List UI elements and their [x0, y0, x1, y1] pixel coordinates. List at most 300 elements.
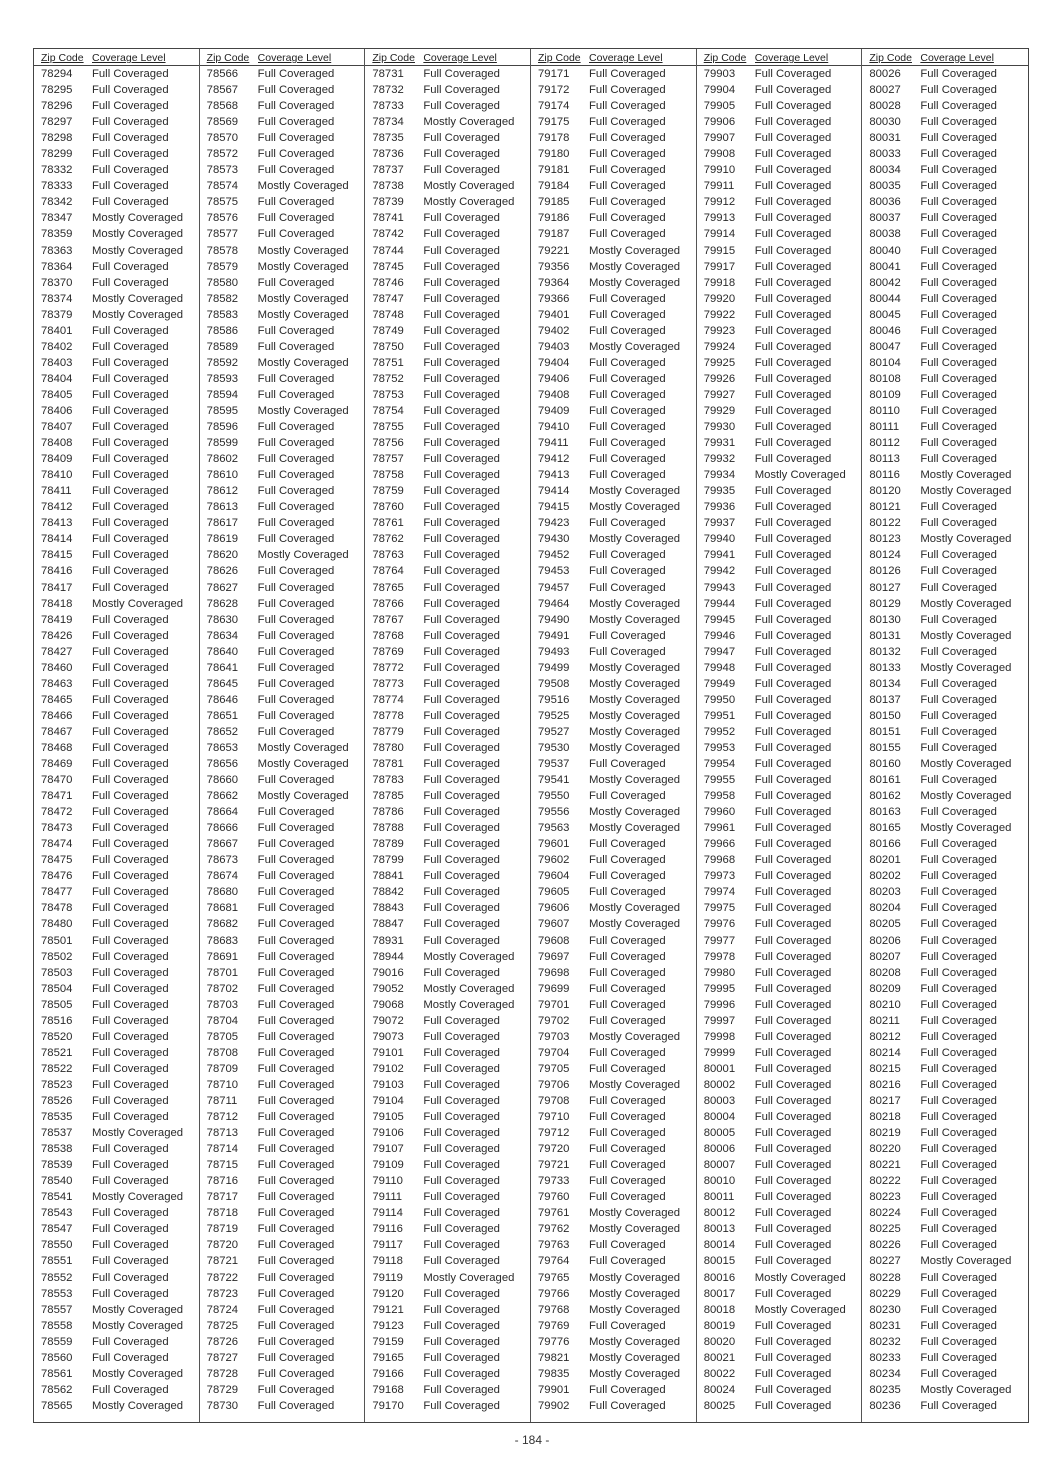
- coverage-level-cell: Full Coveraged: [257, 1095, 335, 1107]
- zip-code-cell: 78520: [41, 1030, 73, 1043]
- table-row: [365, 98, 530, 114]
- coverage-level-cell: Full Coveraged: [589, 790, 666, 803]
- zip-code-cell: 79927: [703, 388, 736, 401]
- table-row: [34, 692, 199, 708]
- coverage-level-cell: Mostly Coveraged: [589, 340, 681, 353]
- zip-code-cell: 79907: [703, 132, 736, 145]
- coverage-level-cell: Full Coveraged: [423, 1207, 500, 1220]
- zip-code-cell: 79114: [372, 1207, 403, 1220]
- table-row: [862, 243, 1028, 259]
- zip-code-cell: 80025: [703, 1399, 736, 1412]
- coverage-level-cell: Full Coveraged: [920, 212, 997, 225]
- table-column: [365, 49, 531, 1422]
- table-row: [862, 1318, 1028, 1334]
- table-row: [365, 1157, 530, 1173]
- coverage-level-cell: Full Coveraged: [754, 1014, 832, 1027]
- zip-code-cell: 78414: [41, 533, 73, 546]
- zip-code-cell: 80221: [869, 1159, 901, 1172]
- table-row: [34, 275, 199, 291]
- coverage-level-cell: Full Coveraged: [423, 533, 500, 546]
- zip-code-cell: 78701: [206, 966, 239, 979]
- table-row: [365, 1109, 530, 1125]
- coverage-level-cell: Full Coveraged: [754, 1046, 832, 1059]
- coverage-level-cell: Full Coveraged: [589, 100, 666, 113]
- coverage-level-cell: Full Coveraged: [423, 276, 500, 289]
- table-row: [697, 499, 862, 515]
- zip-code-cell: 79605: [538, 886, 570, 899]
- coverage-level-cell: Full Coveraged: [920, 998, 997, 1011]
- zip-code-cell: 80011: [703, 1191, 735, 1204]
- zip-code-cell: 78294: [41, 68, 73, 80]
- coverage-level-cell: Mostly Coveraged: [92, 1127, 184, 1140]
- coverage-level-cell: Mostly Coveraged: [257, 180, 349, 193]
- coverage-level-cell: Full Coveraged: [92, 629, 169, 642]
- zip-code-cell: 80202: [869, 870, 901, 883]
- table-row: [531, 323, 696, 339]
- coverage-level-cell: Full Coveraged: [589, 372, 666, 385]
- table-row: [531, 1270, 696, 1286]
- coverage-level-cell: Full Coveraged: [754, 838, 832, 851]
- table-row: [365, 1237, 530, 1253]
- zip-code-cell: 78502: [41, 950, 73, 963]
- table-row: [531, 1205, 696, 1221]
- coverage-level-cell: Full Coveraged: [257, 645, 335, 658]
- table-row: [531, 612, 696, 628]
- zip-code-cell: 78416: [41, 565, 73, 578]
- table-row: [697, 226, 862, 242]
- table-row: [200, 451, 365, 467]
- table-row: [862, 387, 1028, 403]
- zip-code-cell: 78505: [41, 998, 73, 1011]
- coverage-level-cell: Mostly Coveraged: [920, 758, 1012, 771]
- coverage-level-cell: Mostly Coveraged: [423, 116, 515, 129]
- zip-code-cell: 78715: [206, 1159, 239, 1172]
- coverage-level-cell: Full Coveraged: [754, 581, 832, 594]
- zip-code-cell: 80227: [869, 1255, 901, 1268]
- coverage-level-cell: Full Coveraged: [589, 1239, 666, 1252]
- table-row: [34, 1350, 199, 1366]
- coverage-level-cell: Full Coveraged: [92, 1255, 169, 1268]
- coverage-level-cell: Full Coveraged: [257, 725, 335, 738]
- zip-code-cell: 79766: [538, 1287, 570, 1300]
- table-row: [200, 724, 365, 740]
- table-row: [531, 1029, 696, 1045]
- zip-code-cell: 78374: [41, 292, 73, 305]
- zip-code-cell: 78744: [372, 244, 404, 257]
- table-row: [531, 596, 696, 612]
- column-header: [862, 49, 1028, 66]
- zip-code-cell: 80120: [869, 485, 901, 498]
- coverage-level-cell: Full Coveraged: [920, 1030, 997, 1043]
- coverage-level-cell: Full Coveraged: [754, 276, 832, 289]
- coverage-level-cell: Mostly Coveraged: [589, 741, 681, 754]
- coverage-level-cell: Full Coveraged: [920, 549, 997, 562]
- table-row: [697, 788, 862, 804]
- zip-code-cell: 78617: [206, 517, 239, 530]
- table-row: [200, 1350, 365, 1366]
- coverage-level-cell: Full Coveraged: [423, 1095, 500, 1107]
- coverage-level-cell: Full Coveraged: [257, 1271, 335, 1284]
- zip-code-cell: 79929: [703, 404, 736, 417]
- coverage-level-cell: Full Coveraged: [423, 549, 500, 562]
- zip-code-cell: 79402: [538, 324, 570, 337]
- coverage-level-cell: Full Coveraged: [754, 324, 832, 337]
- zip-code-cell: 80006: [703, 1143, 736, 1156]
- table-row: [697, 291, 862, 307]
- zip-code-cell: 78724: [206, 1303, 239, 1316]
- coverage-level-cell: Full Coveraged: [754, 950, 832, 963]
- table-row: [531, 788, 696, 804]
- coverage-table: [33, 48, 1029, 1423]
- table-row: [365, 1318, 530, 1334]
- zip-code-cell: 79710: [538, 1111, 570, 1124]
- zip-code-cell: 80003: [703, 1095, 736, 1107]
- zip-code-cell: 78460: [41, 661, 73, 674]
- coverage-level-cell: Full Coveraged: [754, 453, 832, 466]
- table-row: [34, 1109, 199, 1125]
- zip-code-cell: 78516: [41, 1014, 73, 1027]
- zip-code-cell: 78705: [206, 1030, 239, 1043]
- zip-code-cell: 78559: [41, 1335, 73, 1348]
- zip-code-cell: 78768: [372, 629, 404, 642]
- table-row: [531, 435, 696, 451]
- coverage-level-cell: Mostly Coveraged: [92, 1367, 184, 1380]
- table-row: [34, 596, 199, 612]
- coverage-level-cell: Full Coveraged: [423, 1030, 500, 1043]
- coverage-level-cell: Full Coveraged: [257, 709, 335, 722]
- coverage-level-cell: Full Coveraged: [423, 1399, 500, 1412]
- table-row: [200, 1270, 365, 1286]
- table-row: [34, 162, 199, 178]
- zip-code-cell: 78680: [206, 886, 239, 899]
- coverage-level-cell: Full Coveraged: [754, 982, 832, 995]
- coverage-level-cell: Full Coveraged: [754, 822, 832, 835]
- table-row: [200, 1013, 365, 1029]
- zip-code-cell: 79977: [703, 934, 736, 947]
- coverage-level-cell: Full Coveraged: [423, 870, 500, 883]
- table-row: [200, 307, 365, 323]
- coverage-level-cell: Full Coveraged: [92, 1351, 169, 1364]
- coverage-level-cell: Full Coveraged: [423, 1062, 500, 1075]
- zip-code-cell: 78766: [372, 597, 404, 610]
- table-row: [531, 628, 696, 644]
- coverage-level-cell: Full Coveraged: [423, 244, 500, 257]
- coverage-level-cell: Mostly Coveraged: [589, 806, 681, 819]
- table-row: [365, 676, 530, 692]
- zip-code-cell: 79414: [538, 485, 570, 498]
- zip-code-cell: 79508: [538, 677, 570, 690]
- zip-code-cell: 78299: [41, 148, 73, 161]
- coverage-level-cell: Full Coveraged: [589, 1062, 666, 1075]
- zip-code-cell: 78736: [372, 148, 404, 161]
- zip-code-cell: 79101: [372, 1046, 404, 1059]
- zip-code-cell: 79976: [703, 918, 736, 931]
- coverage-level-cell: Mostly Coveraged: [589, 501, 681, 514]
- zip-code-cell: 80165: [869, 822, 901, 835]
- table-row: [531, 997, 696, 1013]
- coverage-level-cell: Full Coveraged: [920, 613, 997, 626]
- zip-code-cell: 80034: [869, 164, 901, 177]
- coverage-level-cell: Full Coveraged: [92, 1175, 169, 1188]
- table-row: [34, 900, 199, 916]
- zip-code-cell: 80222: [869, 1175, 901, 1188]
- zip-code-cell: 78762: [372, 533, 404, 546]
- table-row: [34, 788, 199, 804]
- table-row: [200, 259, 365, 275]
- zip-code-cell: 78596: [206, 421, 239, 434]
- table-row: [365, 1366, 530, 1382]
- coverage-level-cell: Mostly Coveraged: [920, 597, 1012, 610]
- zip-code-cell: 78560: [41, 1351, 73, 1364]
- coverage-level-cell: Mostly Coveraged: [920, 822, 1012, 835]
- zip-code-cell: 79174: [538, 100, 570, 113]
- zip-code-cell: 80019: [703, 1319, 736, 1332]
- zip-code-cell: 79999: [703, 1046, 736, 1059]
- zip-code-cell: 78402: [41, 340, 73, 353]
- coverage-level-cell: Full Coveraged: [754, 356, 832, 369]
- table-row: [531, 580, 696, 596]
- coverage-level-cell: Mostly Coveraged: [257, 260, 349, 273]
- table-row: [697, 387, 862, 403]
- zip-code-cell: 79073: [372, 1030, 404, 1043]
- table-row: [34, 547, 199, 563]
- zip-code-cell: 79493: [538, 645, 570, 658]
- coverage-level-cell: Full Coveraged: [257, 1062, 335, 1075]
- table-row: [34, 852, 199, 868]
- coverage-level-cell: Full Coveraged: [589, 629, 666, 642]
- zip-code-cell: 80021: [703, 1351, 736, 1364]
- table-row: [531, 210, 696, 226]
- table-row: [365, 355, 530, 371]
- table-row: [862, 1302, 1028, 1318]
- zip-code-cell: 78426: [41, 629, 73, 642]
- zip-code-cell: 80226: [869, 1239, 901, 1252]
- table-row: [531, 82, 696, 98]
- zip-code-cell: 78543: [41, 1207, 73, 1220]
- zip-code-cell: 80130: [869, 613, 901, 626]
- table-row: [697, 323, 862, 339]
- table-row: [697, 307, 862, 323]
- coverage-level-cell: Full Coveraged: [589, 421, 666, 434]
- zip-code-cell: 78610: [206, 469, 239, 482]
- zip-code-cell: 79105: [372, 1111, 404, 1124]
- coverage-level-cell: Full Coveraged: [92, 998, 169, 1011]
- table-row: [862, 1013, 1028, 1029]
- zip-code-cell: 79409: [538, 404, 570, 417]
- coverage-level-cell: Full Coveraged: [920, 870, 997, 883]
- zip-code-cell: 78735: [372, 132, 404, 145]
- zip-code-cell: 80224: [869, 1207, 901, 1220]
- zip-code-cell: 78720: [206, 1239, 239, 1252]
- zip-code-cell: 78364: [41, 260, 73, 273]
- zip-code-cell: 80127: [869, 581, 901, 594]
- coverage-level-cell: Mostly Coveraged: [589, 613, 681, 626]
- zip-code-cell: 78476: [41, 870, 73, 883]
- table-row: [200, 852, 365, 868]
- table-row: [531, 772, 696, 788]
- table-row: [34, 1302, 199, 1318]
- zip-code-cell: 78841: [372, 870, 404, 883]
- zip-code-cell: 78403: [41, 356, 73, 369]
- zip-code-cell: 80116: [869, 469, 900, 482]
- table-row: [862, 949, 1028, 965]
- zip-code-cell: 79111: [372, 1191, 403, 1204]
- table-row: [697, 692, 862, 708]
- table-row: [862, 804, 1028, 820]
- table-row: [34, 836, 199, 852]
- coverage-level-cell: Full Coveraged: [257, 693, 335, 706]
- table-row: [862, 259, 1028, 275]
- zip-code-cell: 80010: [703, 1175, 736, 1188]
- coverage-level-cell: Full Coveraged: [920, 164, 997, 177]
- coverage-level-cell: Full Coveraged: [257, 1351, 335, 1364]
- table-row: [697, 259, 862, 275]
- table-row: [531, 146, 696, 162]
- coverage-level-cell: Mostly Coveraged: [589, 918, 681, 931]
- coverage-level-cell: Full Coveraged: [257, 421, 335, 434]
- coverage-level-cell: Full Coveraged: [92, 966, 169, 979]
- table-row: [697, 82, 862, 98]
- coverage-level-cell: Full Coveraged: [423, 1078, 500, 1091]
- zip-code-cell: 78562: [41, 1383, 73, 1396]
- table-row: [862, 676, 1028, 692]
- coverage-level-cell: Mostly Coveraged: [589, 1287, 681, 1300]
- coverage-level-cell: Full Coveraged: [920, 902, 997, 915]
- zip-code-cell: 78683: [206, 934, 239, 947]
- zip-code-cell: 78565: [41, 1399, 73, 1412]
- coverage-level-cell: Full Coveraged: [920, 340, 997, 353]
- zip-code-cell: 79404: [538, 356, 570, 369]
- coverage-level-cell: Full Coveraged: [754, 388, 832, 401]
- table-row: [365, 387, 530, 403]
- coverage-level-cell: Full Coveraged: [92, 501, 169, 514]
- table-row: [365, 339, 530, 355]
- table-row: [862, 868, 1028, 884]
- table-row: [862, 900, 1028, 916]
- table-row: [200, 868, 365, 884]
- coverage-level-cell: Full Coveraged: [589, 581, 666, 594]
- zip-code-cell: 78756: [372, 437, 404, 450]
- table-row: [200, 596, 365, 612]
- coverage-level-cell: Full Coveraged: [589, 838, 666, 851]
- table-row: [697, 708, 862, 724]
- coverage-level-cell: Full Coveraged: [257, 388, 335, 401]
- coverage-level-cell: Full Coveraged: [920, 838, 997, 851]
- table-row: [200, 981, 365, 997]
- table-row: [200, 243, 365, 259]
- table-row: [365, 804, 530, 820]
- coverage-level-cell: Full Coveraged: [589, 1255, 666, 1268]
- table-row: [862, 162, 1028, 178]
- zip-code-cell: 79931: [703, 437, 736, 450]
- zip-code-cell: 78522: [41, 1062, 73, 1075]
- coverage-level-cell: Full Coveraged: [92, 148, 169, 161]
- zip-code-cell: 78589: [206, 340, 239, 353]
- coverage-level-cell: Full Coveraged: [920, 581, 997, 594]
- coverage-level-cell: Full Coveraged: [92, 950, 169, 963]
- zip-code-cell: 80104: [869, 356, 901, 369]
- table-row: [200, 1334, 365, 1350]
- table-row: [531, 1077, 696, 1093]
- zip-code-cell: 80132: [869, 645, 901, 658]
- table-row: [34, 467, 199, 483]
- zip-code-cell: 80033: [869, 148, 901, 161]
- coverage-level-cell: Full Coveraged: [754, 918, 832, 931]
- table-row: [531, 547, 696, 563]
- zip-code-cell: 78799: [372, 854, 404, 867]
- table-row: [531, 1013, 696, 1029]
- zip-code-cell: 78712: [206, 1111, 239, 1124]
- coverage-level-cell: Full Coveraged: [257, 132, 335, 145]
- coverage-level-cell: Full Coveraged: [92, 886, 169, 899]
- coverage-level-cell: Full Coveraged: [92, 1159, 169, 1172]
- coverage-level-cell: Full Coveraged: [920, 693, 997, 706]
- table-row: [365, 1270, 530, 1286]
- coverage-level-cell: Full Coveraged: [920, 1127, 997, 1140]
- coverage-level-cell: Full Coveraged: [920, 453, 997, 466]
- table-row: [862, 981, 1028, 997]
- coverage-level-cell: Full Coveraged: [754, 116, 832, 129]
- zip-code-cell: 78478: [41, 902, 73, 915]
- coverage-level-cell: Full Coveraged: [754, 1143, 832, 1156]
- zip-code-cell: 80035: [869, 180, 901, 193]
- coverage-level-cell: Full Coveraged: [257, 886, 335, 899]
- zip-code-cell: 80121: [869, 501, 901, 514]
- table-row: [34, 1398, 199, 1414]
- zip-code-cell: 78634: [206, 629, 239, 642]
- table-row: [365, 66, 530, 82]
- table-row: [531, 1061, 696, 1077]
- zip-code-cell: 79721: [538, 1159, 570, 1172]
- coverage-level-cell: Mostly Coveraged: [589, 725, 681, 738]
- zip-code-cell: 78722: [206, 1271, 239, 1284]
- zip-code-cell: 79954: [703, 758, 736, 771]
- table-row: [365, 323, 530, 339]
- coverage-level-cell: Full Coveraged: [257, 1287, 335, 1300]
- coverage-level-cell: Full Coveraged: [589, 68, 666, 80]
- coverage-level-cell: Full Coveraged: [92, 276, 169, 289]
- zip-code-cell: 79904: [703, 84, 736, 97]
- coverage-level-cell: Full Coveraged: [423, 1255, 500, 1268]
- coverage-level-cell: Mostly Coveraged: [589, 1335, 681, 1348]
- zip-code-cell: 79712: [538, 1127, 570, 1140]
- coverage-level-cell: Full Coveraged: [257, 1014, 335, 1027]
- zip-code-cell: 79117: [372, 1239, 403, 1252]
- zip-code-cell: 78673: [206, 854, 239, 867]
- table-row: [697, 916, 862, 932]
- coverage-level-cell: Full Coveraged: [754, 549, 832, 562]
- zip-code-cell: 78944: [372, 950, 404, 963]
- coverage-level-cell: Full Coveraged: [754, 340, 832, 353]
- table-row: [531, 804, 696, 820]
- coverage-level-cell: Full Coveraged: [920, 228, 997, 241]
- zip-code-cell: 79491: [538, 629, 570, 642]
- coverage-level-cell: Full Coveraged: [92, 1271, 169, 1284]
- coverage-level-cell: Full Coveraged: [754, 758, 832, 771]
- zip-code-cell: 80203: [869, 886, 901, 899]
- coverage-level-cell: Full Coveraged: [589, 549, 666, 562]
- table-row: [200, 1093, 365, 1109]
- zip-code-cell: 80012: [703, 1207, 736, 1220]
- zip-code-cell: 80150: [869, 709, 901, 722]
- table-row: [862, 836, 1028, 852]
- coverage-level-cell: Full Coveraged: [257, 565, 335, 578]
- zip-code-cell: 79165: [372, 1351, 404, 1364]
- zip-code-cell: 78557: [41, 1303, 73, 1316]
- table-row: [34, 531, 199, 547]
- zip-code-cell: 78408: [41, 437, 73, 450]
- table-row: [34, 1045, 199, 1061]
